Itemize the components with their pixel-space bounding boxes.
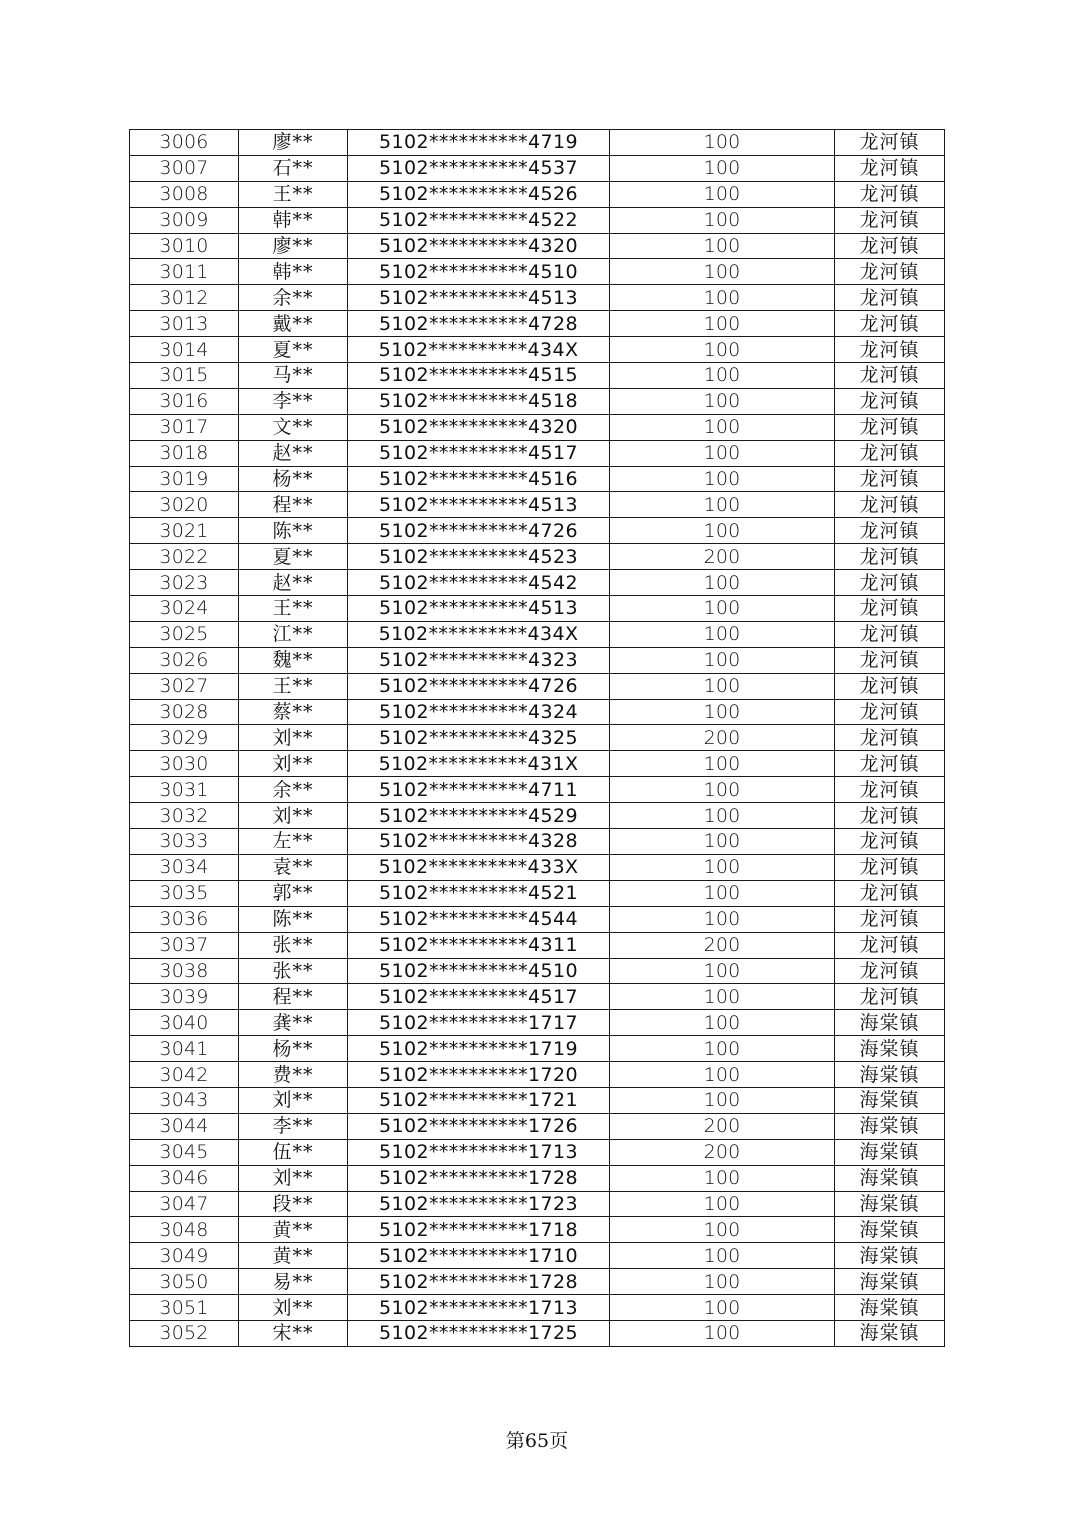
town-cell: 龙河镇 bbox=[835, 699, 945, 725]
name-cell: 杨** bbox=[239, 466, 348, 492]
amount-cell: 100 bbox=[610, 337, 835, 363]
amount-cell: 100 bbox=[610, 155, 835, 181]
name-cell: 左** bbox=[239, 829, 348, 855]
amount-cell: 100 bbox=[610, 1295, 835, 1321]
table-row bbox=[130, 647, 945, 673]
town-cell: 龙河镇 bbox=[835, 492, 945, 518]
name-cell: 龚** bbox=[239, 1010, 348, 1036]
town-cell: 龙河镇 bbox=[835, 984, 945, 1010]
amount-cell: 100 bbox=[610, 414, 835, 440]
id-number-cell: 5102**********4517 bbox=[348, 440, 610, 466]
name-cell: 刘** bbox=[239, 803, 348, 829]
name-cell: 刘** bbox=[239, 1165, 348, 1191]
id-number-cell: 5102**********4521 bbox=[348, 880, 610, 906]
table-row bbox=[130, 570, 945, 596]
table-row bbox=[130, 388, 945, 414]
id-number-cell: 5102**********1720 bbox=[348, 1062, 610, 1088]
name-cell: 廖** bbox=[239, 130, 348, 156]
table-row bbox=[130, 673, 945, 699]
table-row bbox=[130, 1295, 945, 1321]
name-cell: 程** bbox=[239, 492, 348, 518]
serial-number-cell: 3044 bbox=[130, 1113, 239, 1139]
serial-number-cell: 3017 bbox=[130, 414, 239, 440]
table-row bbox=[130, 1113, 945, 1139]
name-cell: 李** bbox=[239, 388, 348, 414]
serial-number-cell: 3027 bbox=[130, 673, 239, 699]
town-cell: 龙河镇 bbox=[835, 621, 945, 647]
town-cell: 龙河镇 bbox=[835, 906, 945, 932]
name-cell: 黄** bbox=[239, 1217, 348, 1243]
table-row bbox=[130, 440, 945, 466]
town-cell: 龙河镇 bbox=[835, 130, 945, 156]
name-cell: 魏** bbox=[239, 647, 348, 673]
serial-number-cell: 3006 bbox=[130, 130, 239, 156]
id-number-cell: 5102**********4510 bbox=[348, 958, 610, 984]
town-cell: 海棠镇 bbox=[835, 1243, 945, 1269]
id-number-cell: 5102**********1728 bbox=[348, 1165, 610, 1191]
id-number-cell: 5102**********1713 bbox=[348, 1139, 610, 1165]
table-row bbox=[130, 699, 945, 725]
serial-number-cell: 3037 bbox=[130, 932, 239, 958]
table-row bbox=[130, 829, 945, 855]
amount-cell: 100 bbox=[610, 673, 835, 699]
town-cell: 龙河镇 bbox=[835, 233, 945, 259]
town-cell: 龙河镇 bbox=[835, 596, 945, 622]
id-number-cell: 5102**********4323 bbox=[348, 647, 610, 673]
town-cell: 龙河镇 bbox=[835, 725, 945, 751]
name-cell: 戴** bbox=[239, 311, 348, 337]
amount-cell: 100 bbox=[610, 1243, 835, 1269]
town-cell: 龙河镇 bbox=[835, 751, 945, 777]
table-row bbox=[130, 751, 945, 777]
town-cell: 海棠镇 bbox=[835, 1165, 945, 1191]
name-cell: 张** bbox=[239, 932, 348, 958]
page-number: 第65页 bbox=[505, 1430, 569, 1452]
id-number-cell: 5102**********1726 bbox=[348, 1113, 610, 1139]
amount-cell: 100 bbox=[610, 1217, 835, 1243]
table-row bbox=[130, 363, 945, 389]
town-cell: 龙河镇 bbox=[835, 337, 945, 363]
town-cell: 龙河镇 bbox=[835, 311, 945, 337]
amount-cell: 100 bbox=[610, 285, 835, 311]
town-cell: 龙河镇 bbox=[835, 155, 945, 181]
table-row bbox=[130, 155, 945, 181]
id-number-cell: 5102**********431X bbox=[348, 751, 610, 777]
table-row bbox=[130, 906, 945, 932]
serial-number-cell: 3008 bbox=[130, 181, 239, 207]
id-number-cell: 5102**********4719 bbox=[348, 130, 610, 156]
id-number-cell: 5102**********1728 bbox=[348, 1269, 610, 1295]
name-cell: 余** bbox=[239, 777, 348, 803]
id-number-cell: 5102**********4711 bbox=[348, 777, 610, 803]
id-number-cell: 5102**********4518 bbox=[348, 388, 610, 414]
town-cell: 海棠镇 bbox=[835, 1269, 945, 1295]
serial-number-cell: 3018 bbox=[130, 440, 239, 466]
amount-cell: 100 bbox=[610, 466, 835, 492]
id-number-cell: 5102**********4517 bbox=[348, 984, 610, 1010]
table-row bbox=[130, 233, 945, 259]
serial-number-cell: 3024 bbox=[130, 596, 239, 622]
name-cell: 李** bbox=[239, 1113, 348, 1139]
amount-cell: 200 bbox=[610, 725, 835, 751]
town-cell: 龙河镇 bbox=[835, 777, 945, 803]
serial-number-cell: 3012 bbox=[130, 285, 239, 311]
table-row bbox=[130, 544, 945, 570]
amount-cell: 100 bbox=[610, 751, 835, 777]
serial-number-cell: 3031 bbox=[130, 777, 239, 803]
town-cell: 海棠镇 bbox=[835, 1139, 945, 1165]
town-cell: 龙河镇 bbox=[835, 181, 945, 207]
town-cell: 海棠镇 bbox=[835, 1062, 945, 1088]
town-cell: 海棠镇 bbox=[835, 1295, 945, 1321]
id-number-cell: 5102**********434X bbox=[348, 621, 610, 647]
amount-cell: 100 bbox=[610, 647, 835, 673]
name-cell: 夏** bbox=[239, 544, 348, 570]
serial-number-cell: 3048 bbox=[130, 1217, 239, 1243]
id-number-cell: 5102**********4544 bbox=[348, 906, 610, 932]
id-number-cell: 5102**********4523 bbox=[348, 544, 610, 570]
id-number-cell: 5102**********4513 bbox=[348, 596, 610, 622]
serial-number-cell: 3049 bbox=[130, 1243, 239, 1269]
id-number-cell: 5102**********1713 bbox=[348, 1295, 610, 1321]
table-row bbox=[130, 518, 945, 544]
id-number-cell: 5102**********1718 bbox=[348, 1217, 610, 1243]
town-cell: 龙河镇 bbox=[835, 544, 945, 570]
amount-cell: 100 bbox=[610, 311, 835, 337]
serial-number-cell: 3030 bbox=[130, 751, 239, 777]
table-row bbox=[130, 207, 945, 233]
table-row bbox=[130, 1320, 945, 1346]
table-row bbox=[130, 1010, 945, 1036]
amount-cell: 100 bbox=[610, 518, 835, 544]
id-number-cell: 5102**********1710 bbox=[348, 1243, 610, 1269]
name-cell: 文** bbox=[239, 414, 348, 440]
town-cell: 海棠镇 bbox=[835, 1087, 945, 1113]
name-cell: 袁** bbox=[239, 854, 348, 880]
serial-number-cell: 3035 bbox=[130, 880, 239, 906]
id-number-cell: 5102**********1717 bbox=[348, 1010, 610, 1036]
town-cell: 海棠镇 bbox=[835, 1320, 945, 1346]
id-number-cell: 5102**********4728 bbox=[348, 311, 610, 337]
town-cell: 龙河镇 bbox=[835, 932, 945, 958]
serial-number-cell: 3020 bbox=[130, 492, 239, 518]
town-cell: 龙河镇 bbox=[835, 440, 945, 466]
table-row bbox=[130, 932, 945, 958]
serial-number-cell: 3022 bbox=[130, 544, 239, 570]
name-cell: 韩** bbox=[239, 259, 348, 285]
amount-cell: 100 bbox=[610, 596, 835, 622]
id-number-cell: 5102**********1723 bbox=[348, 1191, 610, 1217]
amount-cell: 100 bbox=[610, 854, 835, 880]
id-number-cell: 5102**********1719 bbox=[348, 1036, 610, 1062]
table-row bbox=[130, 596, 945, 622]
serial-number-cell: 3051 bbox=[130, 1295, 239, 1321]
table-row bbox=[130, 1036, 945, 1062]
serial-number-cell: 3032 bbox=[130, 803, 239, 829]
amount-cell: 100 bbox=[610, 984, 835, 1010]
town-cell: 龙河镇 bbox=[835, 958, 945, 984]
serial-number-cell: 3014 bbox=[130, 337, 239, 363]
name-cell: 郭** bbox=[239, 880, 348, 906]
town-cell: 龙河镇 bbox=[835, 207, 945, 233]
town-cell: 龙河镇 bbox=[835, 803, 945, 829]
name-cell: 程** bbox=[239, 984, 348, 1010]
name-cell: 刘** bbox=[239, 751, 348, 777]
name-cell: 张** bbox=[239, 958, 348, 984]
town-cell: 海棠镇 bbox=[835, 1191, 945, 1217]
id-number-cell: 5102**********4515 bbox=[348, 363, 610, 389]
serial-number-cell: 3047 bbox=[130, 1191, 239, 1217]
table-row bbox=[130, 1165, 945, 1191]
table-row bbox=[130, 259, 945, 285]
table-row bbox=[130, 466, 945, 492]
serial-number-cell: 3038 bbox=[130, 958, 239, 984]
serial-number-cell: 3046 bbox=[130, 1165, 239, 1191]
town-cell: 龙河镇 bbox=[835, 829, 945, 855]
table-row bbox=[130, 803, 945, 829]
serial-number-cell: 3041 bbox=[130, 1036, 239, 1062]
serial-number-cell: 3036 bbox=[130, 906, 239, 932]
serial-number-cell: 3045 bbox=[130, 1139, 239, 1165]
serial-number-cell: 3007 bbox=[130, 155, 239, 181]
amount-cell: 100 bbox=[610, 958, 835, 984]
name-cell: 易** bbox=[239, 1269, 348, 1295]
amount-cell: 200 bbox=[610, 544, 835, 570]
serial-number-cell: 3039 bbox=[130, 984, 239, 1010]
id-number-cell: 5102**********4320 bbox=[348, 414, 610, 440]
records-table bbox=[129, 129, 945, 1347]
name-cell: 蔡** bbox=[239, 699, 348, 725]
table-row bbox=[130, 1087, 945, 1113]
table-row bbox=[130, 130, 945, 156]
amount-cell: 100 bbox=[610, 880, 835, 906]
amount-cell: 200 bbox=[610, 932, 835, 958]
name-cell: 赵** bbox=[239, 440, 348, 466]
table-row bbox=[130, 958, 945, 984]
town-cell: 龙河镇 bbox=[835, 285, 945, 311]
amount-cell: 100 bbox=[610, 207, 835, 233]
amount-cell: 100 bbox=[610, 1062, 835, 1088]
serial-number-cell: 3011 bbox=[130, 259, 239, 285]
town-cell: 海棠镇 bbox=[835, 1113, 945, 1139]
serial-number-cell: 3029 bbox=[130, 725, 239, 751]
amount-cell: 100 bbox=[610, 1087, 835, 1113]
serial-number-cell: 3021 bbox=[130, 518, 239, 544]
id-number-cell: 5102**********4526 bbox=[348, 181, 610, 207]
id-number-cell: 5102**********4542 bbox=[348, 570, 610, 596]
name-cell: 刘** bbox=[239, 1087, 348, 1113]
amount-cell: 100 bbox=[610, 803, 835, 829]
serial-number-cell: 3013 bbox=[130, 311, 239, 337]
table-row bbox=[130, 414, 945, 440]
serial-number-cell: 3040 bbox=[130, 1010, 239, 1036]
serial-number-cell: 3028 bbox=[130, 699, 239, 725]
table-row bbox=[130, 1062, 945, 1088]
id-number-cell: 5102**********4328 bbox=[348, 829, 610, 855]
name-cell: 刘** bbox=[239, 1295, 348, 1321]
id-number-cell: 5102**********4726 bbox=[348, 673, 610, 699]
id-number-cell: 5102**********4726 bbox=[348, 518, 610, 544]
amount-cell: 100 bbox=[610, 621, 835, 647]
amount-cell: 100 bbox=[610, 1165, 835, 1191]
amount-cell: 100 bbox=[610, 363, 835, 389]
id-number-cell: 5102**********433X bbox=[348, 854, 610, 880]
id-number-cell: 5102**********4311 bbox=[348, 932, 610, 958]
id-number-cell: 5102**********4510 bbox=[348, 259, 610, 285]
amount-cell: 100 bbox=[610, 906, 835, 932]
serial-number-cell: 3019 bbox=[130, 466, 239, 492]
amount-cell: 100 bbox=[610, 181, 835, 207]
name-cell: 马** bbox=[239, 363, 348, 389]
serial-number-cell: 3052 bbox=[130, 1320, 239, 1346]
town-cell: 龙河镇 bbox=[835, 388, 945, 414]
id-number-cell: 5102**********4513 bbox=[348, 285, 610, 311]
amount-cell: 200 bbox=[610, 1139, 835, 1165]
name-cell: 廖** bbox=[239, 233, 348, 259]
table-row bbox=[130, 880, 945, 906]
table-row bbox=[130, 777, 945, 803]
table-row bbox=[130, 1217, 945, 1243]
name-cell: 赵** bbox=[239, 570, 348, 596]
town-cell: 龙河镇 bbox=[835, 854, 945, 880]
table-row bbox=[130, 854, 945, 880]
table-row bbox=[130, 181, 945, 207]
amount-cell: 100 bbox=[610, 259, 835, 285]
amount-cell: 100 bbox=[610, 1320, 835, 1346]
table-row bbox=[130, 1243, 945, 1269]
name-cell: 余** bbox=[239, 285, 348, 311]
name-cell: 陈** bbox=[239, 906, 348, 932]
serial-number-cell: 3050 bbox=[130, 1269, 239, 1295]
serial-number-cell: 3043 bbox=[130, 1087, 239, 1113]
table-row bbox=[130, 1191, 945, 1217]
id-number-cell: 5102**********4516 bbox=[348, 466, 610, 492]
amount-cell: 100 bbox=[610, 1269, 835, 1295]
serial-number-cell: 3042 bbox=[130, 1062, 239, 1088]
table-row bbox=[130, 311, 945, 337]
table-row bbox=[130, 1269, 945, 1295]
name-cell: 费** bbox=[239, 1062, 348, 1088]
town-cell: 龙河镇 bbox=[835, 466, 945, 492]
amount-cell: 200 bbox=[610, 1113, 835, 1139]
town-cell: 龙河镇 bbox=[835, 880, 945, 906]
amount-cell: 100 bbox=[610, 492, 835, 518]
serial-number-cell: 3034 bbox=[130, 854, 239, 880]
name-cell: 伍** bbox=[239, 1139, 348, 1165]
town-cell: 海棠镇 bbox=[835, 1217, 945, 1243]
id-number-cell: 5102**********434X bbox=[348, 337, 610, 363]
table-row bbox=[130, 725, 945, 751]
name-cell: 陈** bbox=[239, 518, 348, 544]
serial-number-cell: 3026 bbox=[130, 647, 239, 673]
town-cell: 龙河镇 bbox=[835, 363, 945, 389]
town-cell: 海棠镇 bbox=[835, 1036, 945, 1062]
amount-cell: 100 bbox=[610, 570, 835, 596]
town-cell: 龙河镇 bbox=[835, 518, 945, 544]
serial-number-cell: 3023 bbox=[130, 570, 239, 596]
amount-cell: 100 bbox=[610, 440, 835, 466]
id-number-cell: 5102**********4325 bbox=[348, 725, 610, 751]
serial-number-cell: 3010 bbox=[130, 233, 239, 259]
amount-cell: 100 bbox=[610, 1036, 835, 1062]
table-row bbox=[130, 621, 945, 647]
amount-cell: 100 bbox=[610, 388, 835, 414]
town-cell: 龙河镇 bbox=[835, 673, 945, 699]
id-number-cell: 5102**********1721 bbox=[348, 1087, 610, 1113]
id-number-cell: 5102**********4324 bbox=[348, 699, 610, 725]
name-cell: 段** bbox=[239, 1191, 348, 1217]
town-cell: 海棠镇 bbox=[835, 1010, 945, 1036]
table-row bbox=[130, 285, 945, 311]
town-cell: 龙河镇 bbox=[835, 647, 945, 673]
amount-cell: 100 bbox=[610, 1191, 835, 1217]
serial-number-cell: 3009 bbox=[130, 207, 239, 233]
amount-cell: 100 bbox=[610, 1010, 835, 1036]
amount-cell: 100 bbox=[610, 829, 835, 855]
amount-cell: 100 bbox=[610, 699, 835, 725]
id-number-cell: 5102**********4320 bbox=[348, 233, 610, 259]
name-cell: 刘** bbox=[239, 725, 348, 751]
town-cell: 龙河镇 bbox=[835, 414, 945, 440]
id-number-cell: 5102**********4529 bbox=[348, 803, 610, 829]
serial-number-cell: 3016 bbox=[130, 388, 239, 414]
id-number-cell: 5102**********1725 bbox=[348, 1320, 610, 1346]
name-cell: 宋** bbox=[239, 1320, 348, 1346]
name-cell: 黄** bbox=[239, 1243, 348, 1269]
table-row bbox=[130, 337, 945, 363]
name-cell: 韩** bbox=[239, 207, 348, 233]
name-cell: 王** bbox=[239, 673, 348, 699]
town-cell: 龙河镇 bbox=[835, 570, 945, 596]
name-cell: 江** bbox=[239, 621, 348, 647]
amount-cell: 100 bbox=[610, 130, 835, 156]
id-number-cell: 5102**********4522 bbox=[348, 207, 610, 233]
amount-cell: 100 bbox=[610, 777, 835, 803]
name-cell: 石** bbox=[239, 155, 348, 181]
name-cell: 夏** bbox=[239, 337, 348, 363]
id-number-cell: 5102**********4513 bbox=[348, 492, 610, 518]
serial-number-cell: 3015 bbox=[130, 363, 239, 389]
serial-number-cell: 3025 bbox=[130, 621, 239, 647]
records-table-body bbox=[130, 130, 945, 1347]
name-cell: 王** bbox=[239, 181, 348, 207]
amount-cell: 100 bbox=[610, 233, 835, 259]
town-cell: 龙河镇 bbox=[835, 259, 945, 285]
table-row bbox=[130, 984, 945, 1010]
table-row bbox=[130, 1139, 945, 1165]
serial-number-cell: 3033 bbox=[130, 829, 239, 855]
name-cell: 杨** bbox=[239, 1036, 348, 1062]
name-cell: 王** bbox=[239, 596, 348, 622]
id-number-cell: 5102**********4537 bbox=[348, 155, 610, 181]
table-row bbox=[130, 492, 945, 518]
